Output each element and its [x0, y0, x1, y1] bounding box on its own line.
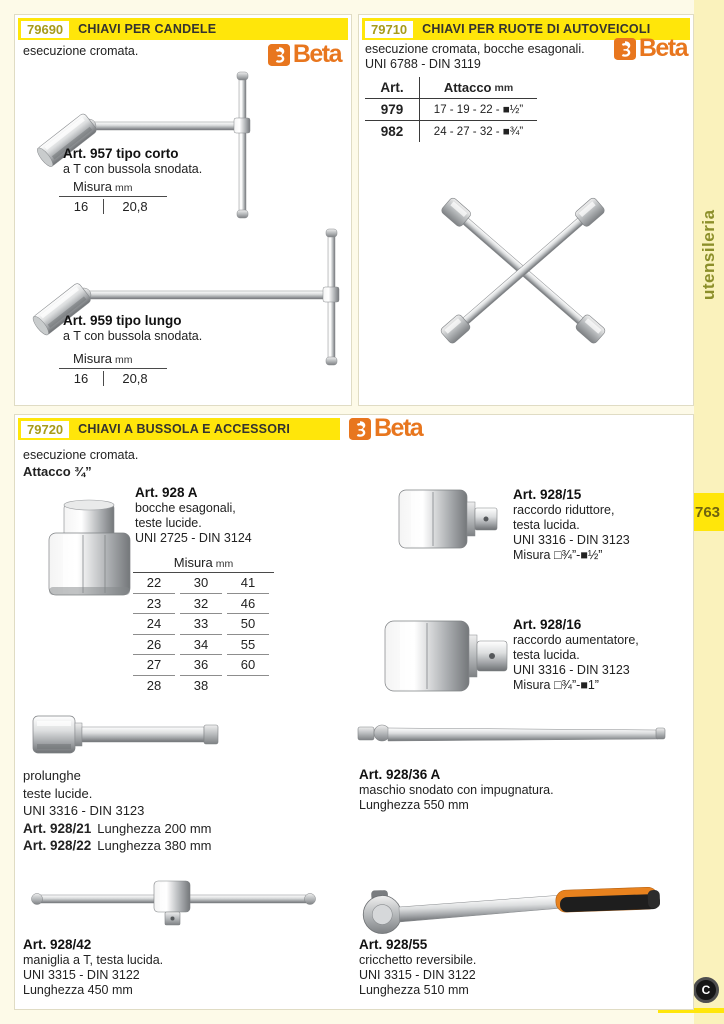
- beta-wordmark: Beta: [638, 34, 687, 62]
- product-image-92836-swivel-rod: [356, 701, 672, 765]
- product-art: Art. 928/16: [513, 617, 582, 632]
- product-desc: Lunghezza 380 mm: [97, 838, 212, 853]
- misura-unit: mm: [115, 182, 133, 194]
- product-line: Misura □¾”-■½”: [513, 548, 603, 562]
- product-art: Art. 959 tipo lungo: [63, 313, 182, 328]
- product-image-92815-adapter: [391, 484, 507, 558]
- grid-cell: 34: [180, 635, 222, 656]
- misura-label: Misura: [73, 179, 113, 194]
- grid-cell: 60: [227, 655, 269, 676]
- attacco-unit: mm: [494, 81, 514, 94]
- grid-cell: 27: [133, 655, 175, 676]
- misura-value: 16: [73, 199, 89, 214]
- grid-cell: 50: [227, 614, 269, 635]
- product-line: teste lucide.: [23, 785, 93, 801]
- grid-cell: 26: [133, 635, 175, 656]
- product-image-92842-t-handle: [26, 859, 322, 935]
- misura-row: [59, 197, 167, 216]
- cell-attacco: 17 - 19 - 22 - ■½”: [433, 103, 524, 116]
- grid-cell: [227, 676, 269, 696]
- product-line: UNI 3316 - DIN 3123: [23, 803, 145, 818]
- grid-row: [133, 635, 274, 656]
- misura-label: Misura: [73, 351, 113, 366]
- beta-wrench-icon: [268, 44, 290, 66]
- grid-cell: 55: [227, 635, 269, 656]
- product-art-line: [23, 820, 211, 838]
- table-row: [365, 121, 537, 142]
- beta-wrench-icon: [349, 418, 371, 440]
- misura-label: Misura: [173, 555, 213, 570]
- misura-header: [133, 555, 274, 573]
- grid-row: [133, 573, 274, 594]
- panel-spark-plug-wrenches: [14, 14, 352, 406]
- grid-cell: 36: [180, 655, 222, 676]
- product-line: UNI 2725 - DIN 3124: [135, 531, 252, 545]
- page-number: 763: [695, 503, 721, 521]
- product-line: Lunghezza 450 mm: [23, 983, 133, 997]
- prolunghe-text: [23, 767, 211, 855]
- grid-cell: 32: [180, 594, 222, 615]
- grid-cell: 46: [227, 594, 269, 615]
- misura-value: 20,8: [103, 199, 166, 214]
- attacco-table: [365, 77, 537, 142]
- beta-logo: [268, 42, 341, 67]
- product-line: maniglia a T, testa lucida.: [23, 953, 164, 967]
- grid-cell: 24: [133, 614, 175, 635]
- panel-sockets-accessories: [14, 414, 694, 1010]
- product-line: raccordo riduttore,: [513, 503, 615, 517]
- catalog-code: 79690: [21, 21, 69, 38]
- product-art: Art. 928/15: [513, 487, 582, 502]
- product-line: raccordo aumentatore,: [513, 633, 639, 647]
- product-art: Art. 957 tipo corto: [63, 146, 179, 161]
- panel-header: [18, 418, 340, 440]
- cell-attacco: 24 - 27 - 32 - ■¾”: [433, 125, 524, 138]
- product-art: Art. 928/22: [23, 838, 92, 853]
- product-line: cricchetto reversibile.: [359, 953, 477, 967]
- product-line: prolunghe: [23, 768, 81, 783]
- misura-header: [59, 351, 167, 369]
- product-928a-text: [135, 485, 252, 546]
- beta-wrench-icon: [614, 38, 636, 60]
- product-art: Art. 928/36 A: [359, 767, 441, 782]
- panel-title: CHIAVI PER CANDELE: [78, 22, 217, 36]
- misura-row: [59, 369, 167, 388]
- intro-text: esecuzione cromata.: [23, 448, 139, 462]
- product-desc: a T con bussola snodata.: [63, 162, 203, 176]
- col-header-attacco: [420, 77, 537, 98]
- product-desc: a T con bussola snodata.: [63, 329, 203, 343]
- product-957-text: [63, 146, 202, 177]
- product-92842-text: [23, 937, 163, 998]
- intro-text: esecuzione cromata.: [23, 44, 139, 58]
- panel-title: CHIAVI A BUSSOLA E ACCESSORI: [78, 422, 291, 436]
- misura-table-957: [59, 179, 167, 216]
- side-vertical-label: utensileria: [699, 209, 718, 301]
- product-line: UNI 3315 - DIN 3122: [359, 968, 476, 982]
- col-header-art: Art.: [365, 77, 420, 98]
- misura-value: 20,8: [103, 371, 166, 386]
- product-line: Lunghezza 550 mm: [359, 798, 469, 812]
- attacco-label: Attacco: [443, 80, 492, 95]
- product-92855-text: [359, 937, 476, 998]
- product-line: UNI 3316 - DIN 3123: [513, 533, 630, 547]
- product-art: Art. 928 A: [135, 485, 198, 500]
- product-desc: Lunghezza 200 mm: [97, 820, 212, 836]
- panel-wheel-wrenches: [358, 14, 694, 406]
- product-image-92855-ratchet: [356, 873, 668, 937]
- product-92816-text: [513, 617, 639, 693]
- product-line: UNI 3315 - DIN 3122: [23, 968, 140, 982]
- intro-norms: UNI 6788 - DIN 3119: [365, 57, 481, 71]
- cell-art: 982: [365, 121, 420, 142]
- misura-table-959: [59, 351, 167, 388]
- corner-logo: [693, 977, 719, 1003]
- product-line: maschio snodato con impugnatura.: [359, 783, 554, 797]
- corner-logo-letter: C: [701, 983, 711, 997]
- product-line: Lunghezza 510 mm: [359, 983, 469, 997]
- product-line: UNI 3316 - DIN 3123: [513, 663, 630, 677]
- product-art: Art. 928/55: [359, 937, 428, 952]
- table-row: [365, 99, 537, 121]
- intro-attacco: Attacco ¾”: [23, 464, 92, 479]
- beta-wordmark: Beta: [374, 414, 423, 442]
- product-image-cross-wrench: [417, 173, 629, 369]
- misura-unit: mm: [115, 354, 133, 366]
- product-line: Misura □¾”-■1”: [513, 678, 599, 692]
- panel-header: [18, 18, 348, 40]
- beta-logo: [614, 36, 687, 61]
- product-art: Art. 928/42: [23, 937, 92, 952]
- misura-unit: mm: [215, 558, 234, 570]
- grid-row: [133, 614, 274, 635]
- cell-art: 979: [365, 99, 420, 120]
- product-line: testa lucida.: [513, 648, 580, 662]
- product-image-928a-socket: [37, 495, 143, 601]
- grid-cell: 33: [180, 614, 222, 635]
- product-line: bocche esagonali,: [135, 501, 236, 515]
- grid-row: [133, 594, 274, 615]
- catalog-code: 79720: [21, 421, 69, 438]
- panel-title: CHIAVI PER RUOTE DI AUTOVEICOLI: [422, 22, 651, 36]
- grid-cell: 23: [133, 594, 175, 615]
- misura-grid-928a: [133, 555, 274, 695]
- product-art-line: [23, 837, 211, 855]
- grid-row: [133, 676, 274, 696]
- product-art: Art. 928/21: [23, 820, 92, 836]
- product-92815-text: [513, 487, 630, 563]
- product-line: teste lucide.: [135, 516, 202, 530]
- grid-cell: 30: [180, 573, 222, 594]
- grid-cell: 22: [133, 573, 175, 594]
- product-92836-text: [359, 767, 554, 813]
- misura-header: [59, 179, 167, 197]
- catalog-code: 79710: [365, 21, 413, 38]
- grid-cell: 28: [146, 677, 162, 693]
- grid-cell: 38: [193, 677, 209, 693]
- product-959-text: [63, 313, 202, 344]
- product-image-extension-bar: [29, 704, 225, 768]
- grid-row: [133, 655, 274, 676]
- table-header-row: [365, 77, 537, 99]
- product-line: testa lucida.: [513, 518, 580, 532]
- grid-cell: 41: [227, 573, 269, 594]
- intro-text: esecuzione cromata, bocche esagonali.: [365, 42, 585, 56]
- beta-wordmark: Beta: [292, 40, 341, 68]
- misura-value: 16: [73, 371, 89, 386]
- beta-logo: [349, 416, 422, 441]
- product-image-92816-adapter: [379, 613, 513, 701]
